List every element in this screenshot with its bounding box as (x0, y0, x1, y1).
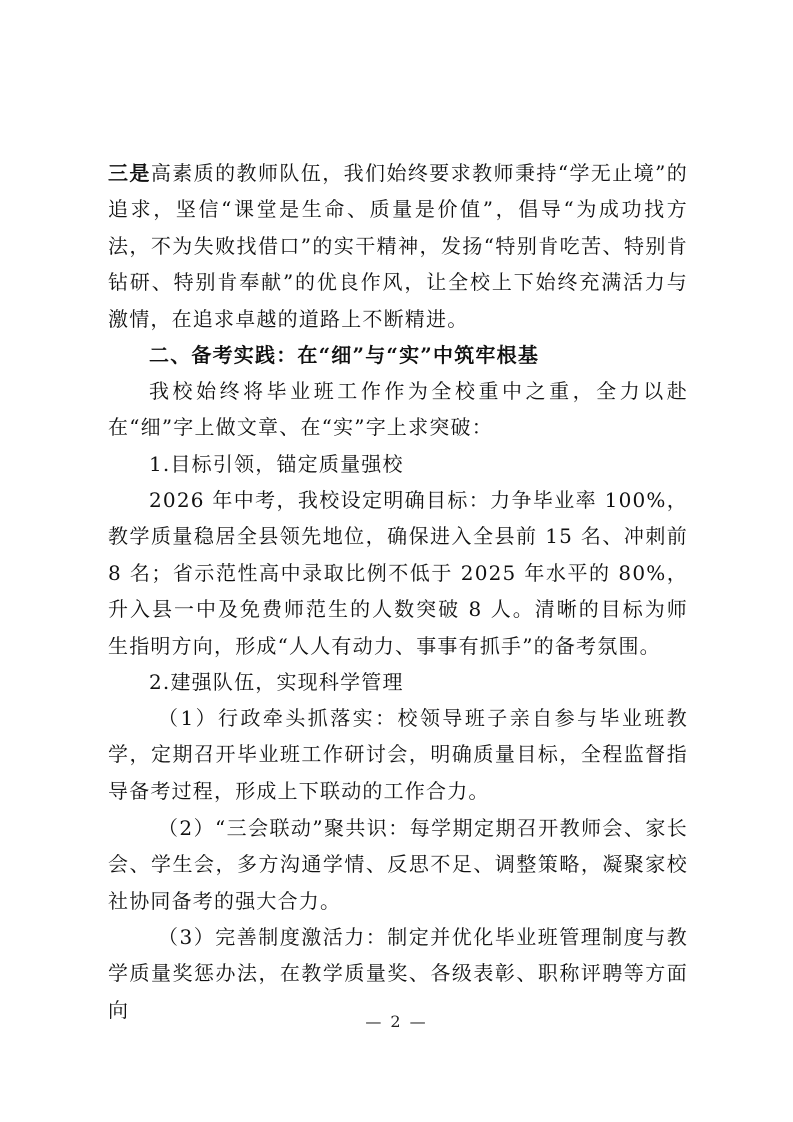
paragraph-body: 高素质的教师队伍，我们始终要求教师秉持“学无止境”的追求，坚信“课堂是生命、质量是价值”，倡导“为成功找方法，不为失败找借口”的实干精神，发扬“特别肯吃苦、特别肯钻研、特别肯奉献”的优良作风，让全校上下始终充满活力与激情，在追求卓越的道路上不断精进。 (108, 161, 688, 331)
paragraph-lead-bold: 三是 (108, 161, 151, 185)
page-number: — 2 — (365, 1012, 428, 1031)
paragraph-teachers (108, 155, 688, 337)
subheading-goal: 1.目标引领，锚定质量强校 (149, 452, 404, 476)
subheading-team: 2.建强队伍，实现科学管理 (149, 670, 404, 694)
section-heading: 二、备考实践：在“细”与“实”中筑牢根基 (149, 343, 540, 367)
list-item-three-meetings: （2）“三会联动”聚共识：每学期定期召开教师会、家长会、学生会，多方沟通学情、反思不足、调整策略，凝聚家校社协同备考的强大合力。 (108, 816, 688, 913)
list-item-admin: （1）行政牵头抓落实：校领导班子亲自参与毕业班教学，定期召开毕业班工作研讨会，明确质量目标，全程监督指导备考过程，形成上下联动的工作合力。 (108, 706, 688, 803)
list-item-system: （3）完善制度激活力：制定并优化毕业班管理制度与教学质量奖惩办法，在教学质量奖、各级表彰、职称评聘等方面向 (108, 925, 688, 1022)
paragraph-goal: 2026 年中考，我校设定明确目标：力争毕业率 100%，教学质量稳居全县领先地位，确保进入全县前 15 名、冲刺前 8 名；省示范性高中录取比例不低于 2025 年水平的 80%，升入县一中及免费师范生的人数突破 8 人。清晰的目标为师生指明方向，形成“人人有动力、事事有抓手”的备考氛围。 (108, 488, 688, 658)
paragraph-intro: 我校始终将毕业班工作作为全校重中之重，全力以赴在“细”字上做文章、在“实”字上求突破： (108, 379, 688, 440)
